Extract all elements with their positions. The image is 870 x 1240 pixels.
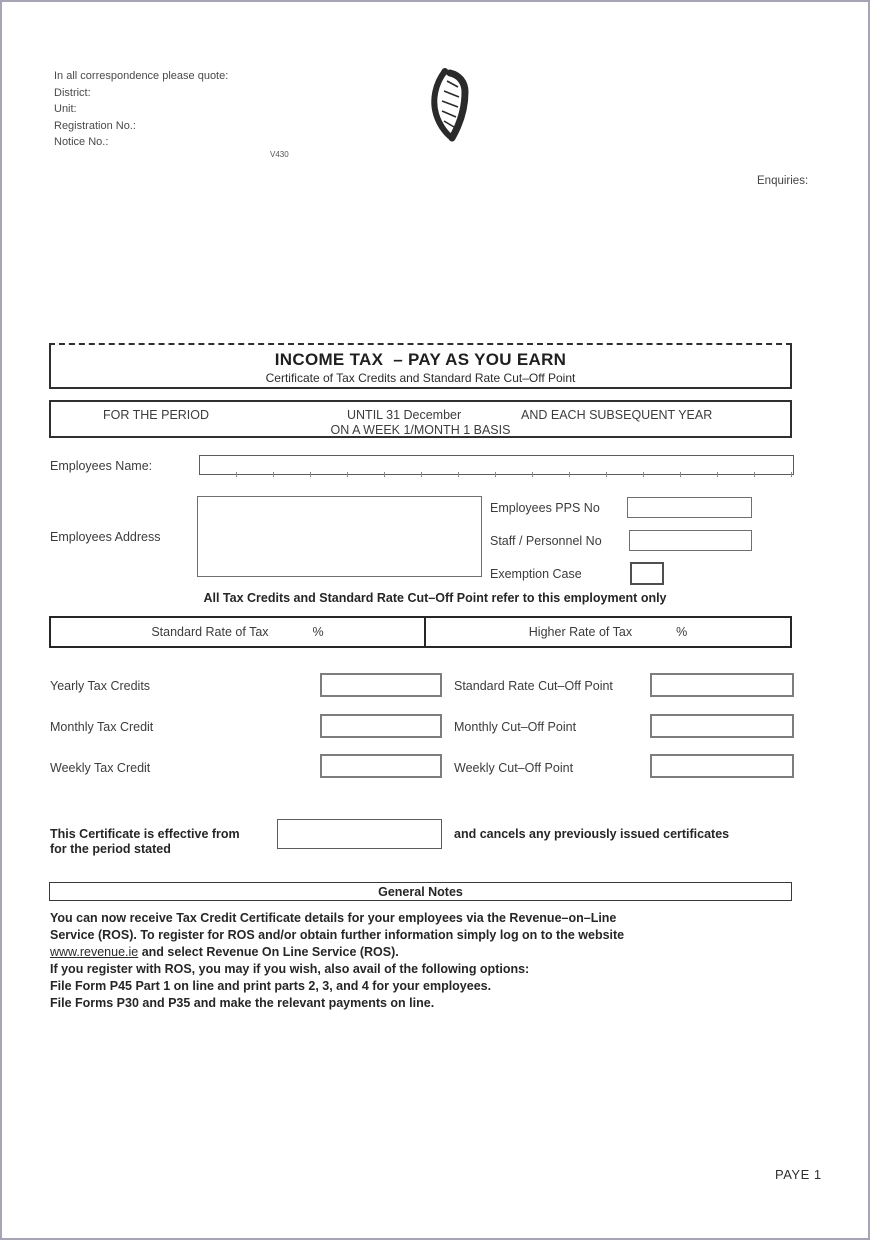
standard-rate-cutoff-label: Standard Rate Cut–Off Point xyxy=(454,679,613,693)
enquiries-label: Enquiries: xyxy=(757,175,809,187)
weekly-cutoff-label: Weekly Cut–Off Point xyxy=(454,761,574,775)
effective-statement-prefix: This Certificate is effective from xyxy=(50,827,240,841)
quote-field-unit: Unit: xyxy=(54,103,77,115)
employee-name-field[interactable] xyxy=(199,455,794,475)
monthly-tax-credit-label: Monthly Tax Credit xyxy=(50,720,154,734)
monthly-cutoff-label: Monthly Cut–Off Point xyxy=(454,720,577,734)
general-notes-title: General Notes xyxy=(378,884,463,899)
form-reference-label: PAYE 1 xyxy=(775,1167,822,1182)
tax-rate-table xyxy=(49,616,792,648)
employee-address-label: Employees Address xyxy=(50,530,161,544)
staff-personnel-number-label: Staff / Personnel No xyxy=(490,534,602,548)
employment-only-statement: All Tax Credits and Standard Rate Cut–Off Point refer to this employment only xyxy=(203,591,667,605)
note-line-3-rest: and select Revenue On Line Service (ROS). xyxy=(138,945,399,959)
weekly-tax-credit-field[interactable] xyxy=(320,754,442,778)
correspondence-block xyxy=(54,68,228,151)
weekly-cutoff-field[interactable] xyxy=(650,754,794,778)
standard-rate-percent: % xyxy=(312,625,324,639)
quote-field-notice: Notice No.: xyxy=(54,136,109,148)
standard-rate-cutoff-field[interactable] xyxy=(650,673,794,697)
quote-field-district: District: xyxy=(54,86,91,99)
standard-rate-label: Standard Rate of Tax xyxy=(151,625,269,639)
higher-rate-percent: % xyxy=(676,625,688,639)
note-line-5: File Form P45 Part 1 on line and print parts 2, 3, and 4 for your employees. xyxy=(50,979,492,993)
note-line-1: You can now receive Tax Credit Certificate details for your employees via the Revenue–on–Line xyxy=(50,911,617,925)
monthly-tax-credit-field[interactable] xyxy=(320,714,442,738)
form-title-box xyxy=(49,343,792,389)
period-label: FOR THE PERIOD xyxy=(103,408,210,422)
quote-field-registration: Registration No.: xyxy=(54,119,136,132)
general-notes-body xyxy=(50,910,790,1012)
form-subtitle: Certificate of Tax Credits and Standard Rate Cut–Off Point xyxy=(265,371,576,385)
monthly-cutoff-field[interactable] xyxy=(650,714,794,738)
period-box xyxy=(49,400,792,438)
note-line-4: If you register with ROS, you may if you wish, also avail of the following options: xyxy=(50,962,530,976)
period-subsequent-year-label: AND EACH SUBSEQUENT YEAR xyxy=(521,408,713,422)
irish-harp-icon xyxy=(425,66,471,142)
employee-name-label: Employees Name: xyxy=(50,459,153,473)
yearly-tax-credits-field[interactable] xyxy=(320,673,442,697)
effective-statement-line2: for the period stated xyxy=(50,842,171,856)
note-line-6: File Forms P30 and P35 and make the relevant payments on line. xyxy=(50,996,435,1010)
note-line-2: Service (ROS). To register for ROS and/or obtain further information simply log on to the website xyxy=(50,928,625,942)
higher-rate-label: Higher Rate of Tax xyxy=(528,625,633,639)
period-basis-label: ON A WEEK 1/MONTH 1 BASIS xyxy=(330,423,511,437)
revenue-website-link[interactable]: www.revenue.ie xyxy=(50,945,139,959)
yearly-tax-credits-label: Yearly Tax Credits xyxy=(50,679,151,693)
staff-personnel-number-field[interactable] xyxy=(629,530,752,551)
employee-address-field[interactable] xyxy=(197,496,482,577)
standard-rate-cell xyxy=(51,618,426,646)
higher-rate-cell xyxy=(426,618,790,646)
period-until-label: UNTIL 31 December xyxy=(347,408,462,422)
pps-number-field[interactable] xyxy=(627,497,752,518)
quote-heading: In all correspondence please quote: xyxy=(54,70,229,82)
form-title: INCOME TAX – PAY AS YOU EARN xyxy=(274,350,567,369)
note-line-3 xyxy=(50,944,790,961)
pps-number-label: Employees PPS No xyxy=(490,501,600,515)
effective-statement-suffix: and cancels any previously issued certificates xyxy=(454,827,730,841)
effective-date-field[interactable] xyxy=(277,819,442,849)
weekly-tax-credit-label: Weekly Tax Credit xyxy=(50,761,151,775)
exemption-case-label: Exemption Case xyxy=(490,567,582,581)
general-notes-header xyxy=(49,882,792,901)
form-version-code: V430 xyxy=(270,150,289,159)
exemption-case-field[interactable] xyxy=(630,562,664,585)
